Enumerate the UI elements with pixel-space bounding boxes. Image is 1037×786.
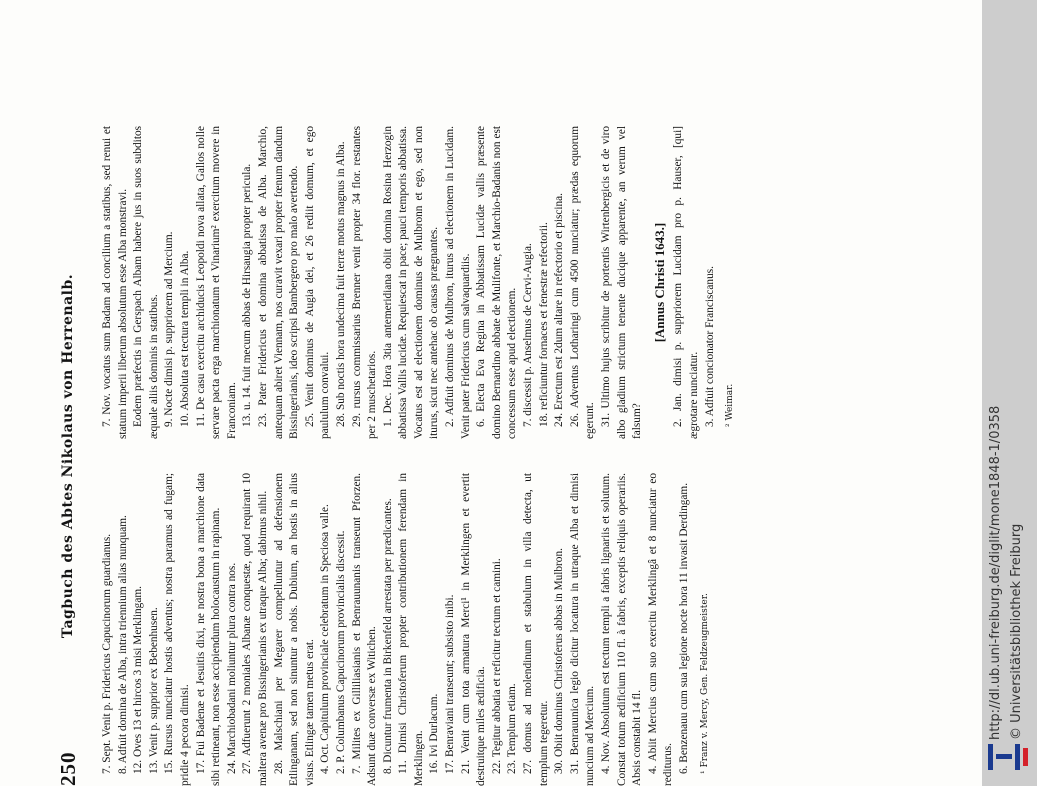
year-heading: [Annus Christi 1643.] xyxy=(651,222,667,343)
left-text-column xyxy=(100,473,711,786)
footnote: ¹ Franz v. Mercy, Gen. Feldzeugmeister. xyxy=(699,593,710,774)
diary-entry: 11. De casu exercitu archiducis Leopoldi nova allata, Gallos nolle servare pacta erga marchionatum et Vinarium² exercitum movere in Franconiam. xyxy=(194,126,238,439)
diary-entry: 6. Electa Eva Regina in Abbatissam Lucidæ vallis præsente domino Bernardino abbate de Mulifonte, et Marchio-Badanis non est concessum esse apud electionem. xyxy=(475,126,519,439)
diary-entry: 16. Ivi Durlacum. xyxy=(428,693,441,774)
diary-entry: Eodem præfectis in Gerspach Albam habere jus in suos subditos æquale aliis dominis in statibus. xyxy=(132,126,160,439)
diary-entry: 4. Oct. Capitulum provinciale celebratum in Speciosa valle. xyxy=(319,504,332,774)
diary-entry: 31. Ultimo hujus scribitur de portentis Wirtenbergicis et de viro albo gladium strictum tenente ducique apparente, an verum vel falsum? xyxy=(600,126,644,439)
diary-entry: 12. Oves 13 et hircos 3 misi Merklingam. xyxy=(132,586,145,774)
library-sidebar xyxy=(982,0,1037,786)
diary-entry: 13. Venit p. supprior ex Bebenhusen. xyxy=(147,607,160,774)
diary-entry: 22. Tegitur abbatia et reficitur tectum et camini. xyxy=(490,558,503,774)
diary-entry: 8. Dicuntur frumenta in Birkenfeld arrestata per prædicantes. xyxy=(381,498,394,774)
diary-entry: 3. Adfuit concionator Franciscanus. xyxy=(703,266,716,427)
diary-entry: 11. Dimisi Christoferum propter contributionem ferendam in Merklingen. xyxy=(397,473,425,786)
diary-entry: 28. Sub noctis hora undecima fuit terræ motus magnus in Alba. xyxy=(334,141,347,427)
diary-entry: 6. Benzenauu cum sua legione nocte hora 11 invasit Derdingam. xyxy=(677,482,690,774)
diary-entry: 29. rursus commissarius Brenner venit propter 34 flor. restantes per 2 muschetarios. xyxy=(350,126,379,439)
diary-entry: 7. Nov. vocatus sum Badam ad concilium a statibus, sed renui et statum imperii liberum absolutum esse Alba monstravi. xyxy=(101,126,129,439)
diary-entry: 23. Pater Fridericus et domina abbatissa de Alba. Marchio, antequam abiret Viennam, nos curavit vexari propter fœnum dandum Bissingerianis, ideo scripsi Bambergero pro malo avertendo. xyxy=(256,126,301,439)
diary-entry: 7. Sept. Venit p. Fridericus Capucinorum guardianus. xyxy=(101,533,113,774)
diary-entry: 21. Venit cum tota armatura Merci¹ in Merklingen et evertit destruitque miles ædificia. xyxy=(459,473,488,786)
diary-entry: 28. Malschiani per Megarer compelluntur ad defensionem Etlinganam, sed non sinuntur a nobis. Dubium, an hostis in alius visus. Etlingæ tamen metus erat. xyxy=(272,473,316,786)
diary-entry: 9. Nocte dimisi p. suppriorem ad Mercium. xyxy=(163,231,176,427)
diary-entry: 24. Erectum est 2dum altare in refectorio et piscina. xyxy=(553,192,566,427)
diary-entry: 4. Nov. Absolutum est tectum templi a fabris lignariis et solutum. Constat totum ædificium 110 fl. à fabris, exceptis reliquis operariis. Absis constabit 14 fl. xyxy=(600,473,644,786)
diary-entry: 27. domus ad molendinum et stabulum in villa detecta, ut templum tegeretur. xyxy=(522,473,550,786)
diary-entry: 2. P. Columbanus Capucinorum provincialis discessit. xyxy=(334,530,347,774)
diary-entry: 23. Templum etiam. xyxy=(506,683,519,774)
logo-bar xyxy=(988,744,993,770)
right-text-column xyxy=(100,126,736,439)
diary-entry: 18. reficiuntur fornaces et fenestræ refectorii. xyxy=(537,222,550,427)
diary-entry: 27. Adfuerunt 2 moniales Albanæ conquestæ, quod requirant 10 maltera avenæ pro Bissingerianis ex utraque Alba; dabimus nihil. xyxy=(241,473,269,786)
credit-block xyxy=(982,0,1037,786)
diary-entry: 4. Abiit Mercius cum suo exercitu Merklingâ et 8 nunciatur eo rediturus. xyxy=(646,473,675,786)
diary-entry: 17. Fui Badenæ et Jesuitis dixi, ne nostra bona a marchione data sibi retineant, non esse accipiendum holocaustum in rapinam. xyxy=(194,473,223,786)
copyright-notice: © Universitätsbibliothek Freiburg xyxy=(1009,523,1024,740)
diary-entry: 15. Rursus nunciatur hostis adventus; nostra paramus ad fugam; pridie 4 pecora dimisi. xyxy=(163,473,191,786)
diary-entry: 7. discessit p. Anselmus de Cervi-Augia. xyxy=(522,243,535,427)
running-title: Tagbuch des Abtes Nikolaus von Herrenalb. xyxy=(60,273,76,639)
diary-entry: 13. u. 14. fuit mecum abbas de Hirsaugia propter pericula. xyxy=(241,163,254,427)
logo-bar xyxy=(1023,748,1028,766)
diary-entry: 7. Milites ex Gilliliasianis et Benrauunanis transeunt Pforzen. Adsunt duæ conversæ ex Witichen. xyxy=(350,473,379,786)
logo-bar xyxy=(1015,744,1020,770)
running-head xyxy=(54,126,84,786)
book-page xyxy=(54,126,960,786)
source-url[interactable]: http://dl.ub.uni-freiburg.de/diglit/mone1848-1/0358 xyxy=(988,405,1003,740)
library-logo-icon xyxy=(986,740,1032,774)
diary-entry: 1. Dec. Hora 3tia antemeridiana obiit domina Rosina Herzogin abbatissa Vallis lucidæ. Requiescat in pace; pauci temporis abbatissa. Vocatus est ad electionem dominus de Mulbronn et ego, sed non iturus, sicut nec antehac ob causas prægnantes. xyxy=(381,126,441,439)
diary-entry: 31. Benrauunica legio dicitur locatura in utraque Alba et dimisi nuncium ad Mercium. xyxy=(568,473,597,786)
diary-entry: 26. Adventus Lotharingi cum 4500 nunciatur; prædas equorum egerunt. xyxy=(568,126,597,439)
page-number: 250 xyxy=(56,751,80,786)
diary-entry: 8. Adfuit domina de Alba, intra triennium alias nunquam. xyxy=(116,515,129,774)
diary-entry: 10. Absoluta est tectura templi in Alba. xyxy=(178,250,191,427)
diary-entry: 24. Marchiobadani moliuntur plura contra nos. xyxy=(225,562,238,774)
diary-entry: 17. Benraviani transeunt; subsisto inibi. xyxy=(444,594,457,774)
diary-entry: 30. Obiit dominus Christoferus abbas in Mulbron. xyxy=(553,548,566,774)
diary-entry: 2. Jan. dimisi p. suppriorem Lucidam pro p. Hauser, [qui] ægrotare nunciatur. xyxy=(672,126,700,439)
diary-entry: 2. Adfuit dominus de Mulbron, iturus ad electionem in Lucidam. Venit pater Fridericus cum salvaquardiis. xyxy=(444,126,472,439)
diary-entry: 25. Venit dominus de Augia dei, et 26 rediit domum, et ego paululum convalui. xyxy=(303,126,332,439)
footnote: ² Weimar. xyxy=(725,383,736,427)
logo-bar xyxy=(996,754,1012,759)
